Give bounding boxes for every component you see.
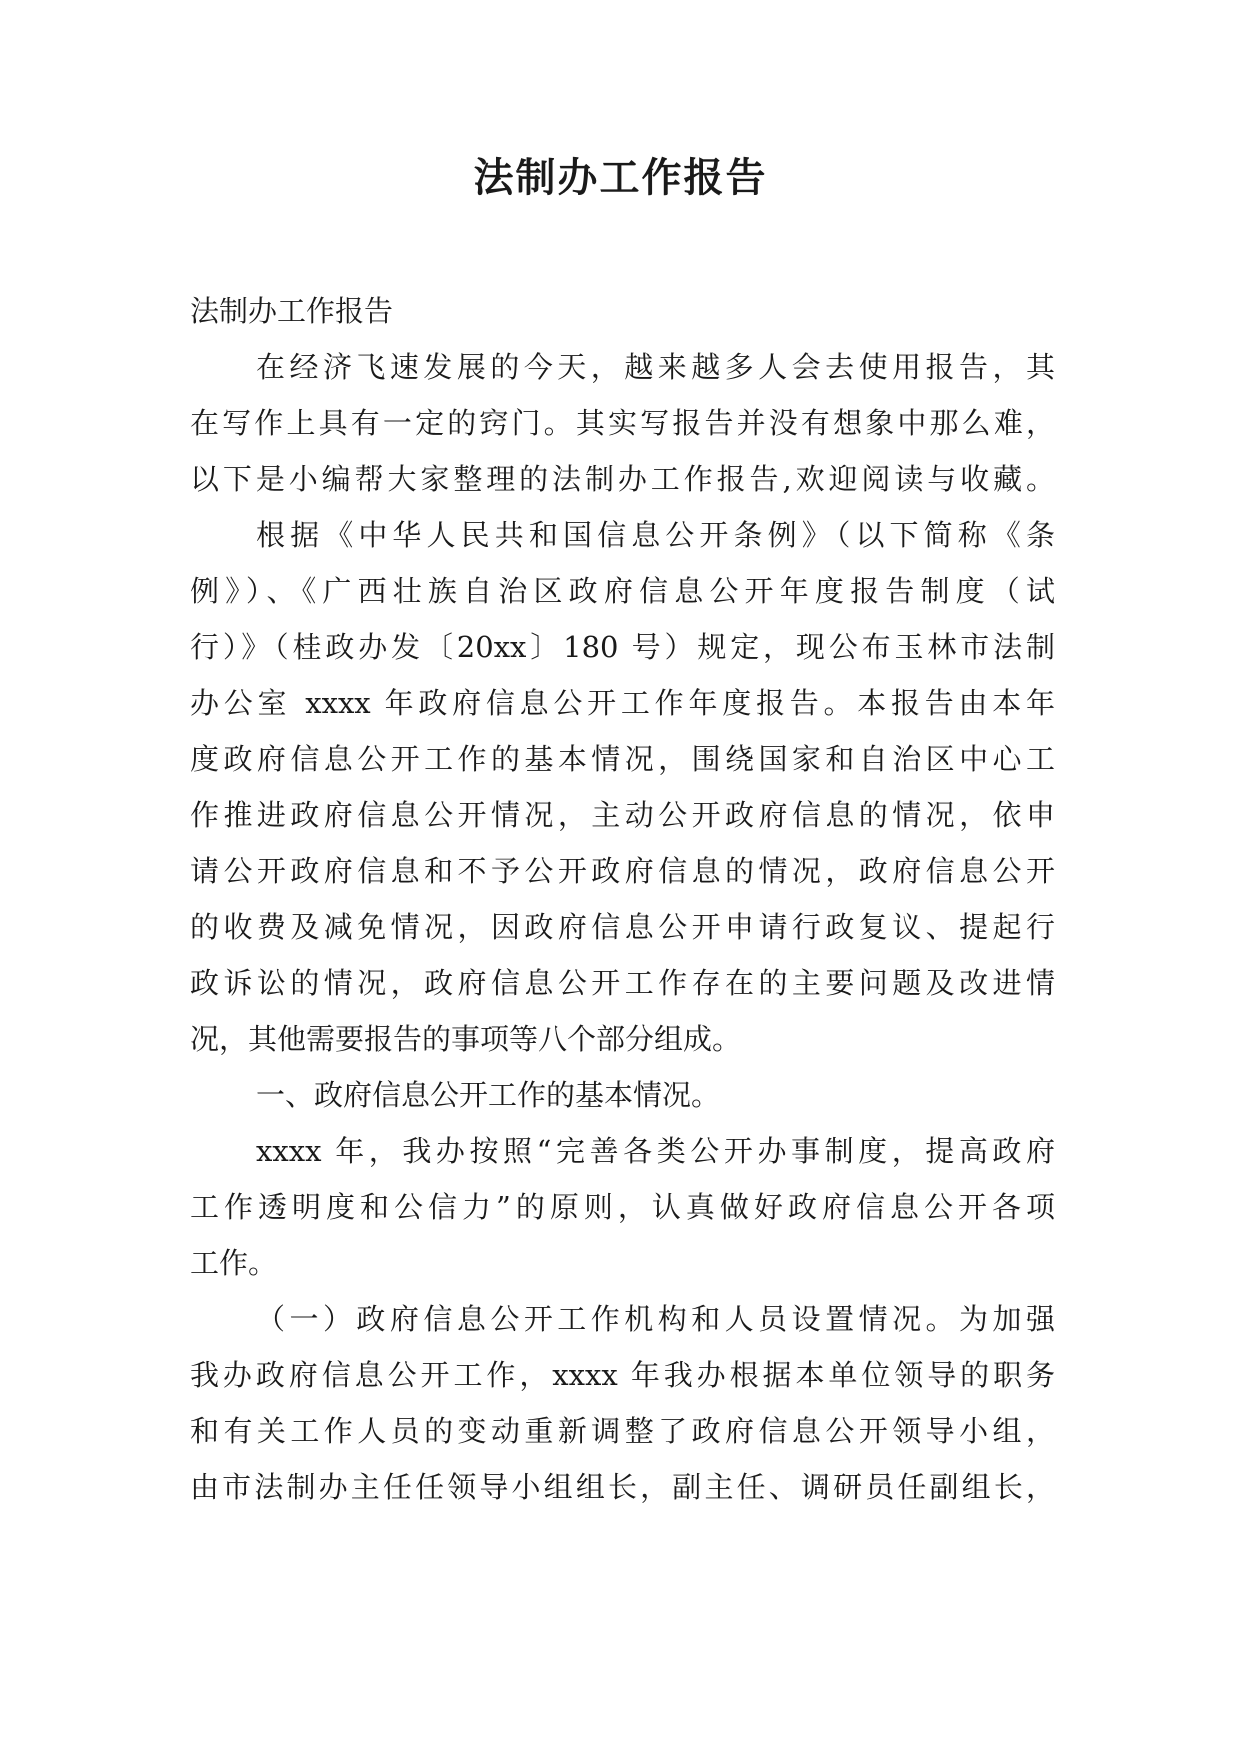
body-line: 作推进政府信息公开情况，主动公开政府信息的情况，依申 xyxy=(190,798,1055,832)
body-line: 行）》（桂政办发〔20xx〕180 号）规定，现公布玉林市法制 xyxy=(190,630,1055,664)
document-body xyxy=(190,283,1055,1515)
body-line: 例》）、《广西壮族自治区政府信息公开年度报告制度（试 xyxy=(190,574,1055,608)
section-heading: 一、政府信息公开工作的基本情况。 xyxy=(256,1078,721,1112)
body-line: 由市法制办主任任领导小组组长，副主任、调研员任副组长， xyxy=(190,1470,1055,1504)
body-line: xxxx 年，我办按照“完善各类公开办事制度，提高政府 xyxy=(256,1134,1055,1168)
body-line: 以下是小编帮大家整理的法制办工作报告,欢迎阅读与收藏。 xyxy=(190,462,1055,496)
body-line: 请公开政府信息和不予公开政府信息的情况，政府信息公开 xyxy=(190,854,1055,888)
body-line: 的收费及减免情况，因政府信息公开申请行政复议、提起行 xyxy=(190,910,1055,944)
document-title: 法制办工作报告 xyxy=(473,154,768,201)
body-line-heading: 法制办工作报告 xyxy=(190,294,394,328)
body-line: 根据《中华人民共和国信息公开条例》（以下简称《条 xyxy=(256,518,1055,552)
body-line: 度政府信息公开工作的基本情况，围绕国家和自治区中心工 xyxy=(190,742,1055,776)
body-line: 我办政府信息公开工作，xxxx 年我办根据本单位领导的职务 xyxy=(190,1358,1055,1392)
body-line: 在写作上具有一定的窍门。其实写报告并没有想象中那么难， xyxy=(190,406,1055,440)
body-line: （一）政府信息公开工作机构和人员设置情况。为加强 xyxy=(256,1302,1055,1336)
body-line: 在经济飞速发展的今天，越来越多人会去使用报告，其 xyxy=(256,350,1055,384)
body-line: 政诉讼的情况，政府信息公开工作存在的主要问题及改进情 xyxy=(190,966,1055,1000)
body-line: 办公室 xxxx 年政府信息公开工作年度报告。本报告由本年 xyxy=(190,686,1055,720)
body-line: 况，其他需要报告的事项等八个部分组成。 xyxy=(190,1022,742,1056)
body-line: 工作。 xyxy=(190,1246,278,1280)
body-line: 工作透明度和公信力”的原则，认真做好政府信息公开各项 xyxy=(190,1190,1055,1224)
body-line: 和有关工作人员的变动重新调整了政府信息公开领导小组， xyxy=(190,1414,1055,1448)
